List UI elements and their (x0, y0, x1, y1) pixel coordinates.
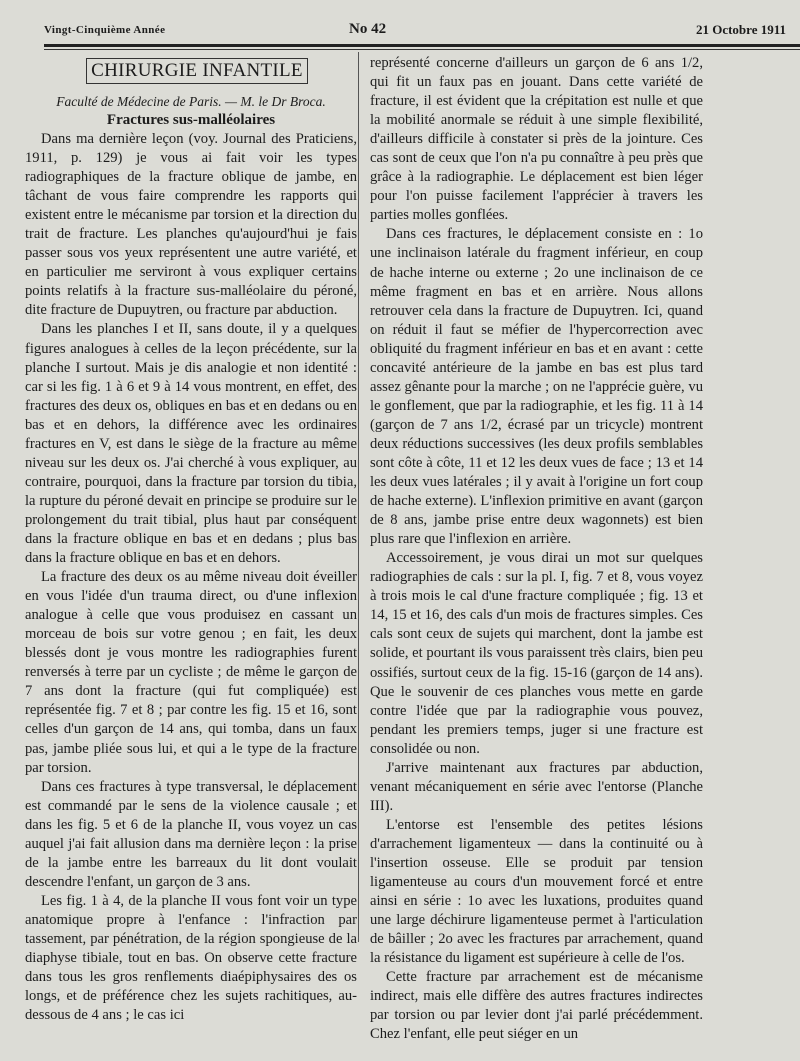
faculty-line: Faculté de Médecine de Paris. — M. le Dr Broca. (56, 94, 326, 109)
right-column (370, 54, 703, 1044)
page-header (44, 21, 798, 43)
paragraph: Dans ces fractures, le déplacement consiste en : 1o une inclinaison latérale du fragment inférieur, en coup de hache interne ou externe ; 2o une inclinaison de ce même fragment en bas et en arrière. Nous allons retrouver cela dans la fracture de Dupuytren. Ici, quand on réduit il faut se méfier de l'hypercorrection avec obliquité du fragment inférieur en bas et en avant : cette concavité antérieure de la jambe en bas est plus tard assez gênante pour la marche ; on ne l'apprécie guère, vu le gonflement, que par la radiographie, et les fig. 11 à 14 (garçon de 7 ans 1/2, écrasé par un tricycle) montrent deux réductions successives (les deux profils semblables sont côte à côte, 11 et 12 les deux vues de face ; 13 et 14 les deux vues latérales ; il y avait à l'origine un fort coup de hache externe). L'inflexion primitive en avant (garçon de 8 ans, jambe prise entre deux wagonnets) est bien plus rare que l'inflexion en arrière. (370, 226, 703, 548)
paragraph: Accessoirement, je vous dirai un mot sur quelques radiographies de cals : sur la pl. I, fig. 7 et 8, vous voyez à trois mois le cal d'une fracture compliquée ; fig. 13 et 14, 15 et 16, des cals d'un mois de fractures simples. Ces cals sont ceux de sujets qui marchent, dont la jambe est solide, et pourtant ils vous paraissent très clairs, bien peu ossifiés, surtout ceux de la fig. 15-16 (garçon de 14 ans). Que le souvenir de ces planches vous mette en garde contre l'idée que par la radiographie vous pouvez, pendant les premiers temps, juger si une fracture est consolidée ou non. (370, 550, 703, 757)
paragraph: J'arrive maintenant aux fractures par abduction, venant mécaniquement en série avec l'entorse (Planche III). (370, 759, 703, 814)
paragraph: Dans ma dernière leçon (voy. Journal des Praticiens, 1911, p. 129) je vous ai fait voir les types radiographiques de la fracture oblique de jambe, en tâchant de vous faire comprendre les rapports qui existent entre le mécanisme par torsion et la direction du trait de fracture. Les planches qu'aujourd'hui je fais passer sous vos yeux représentent une autre variété, et en particulier me serviront à vous expliquer certains points relatifs à la fracture sus-malléolaire du péroné, dite fracture de Dupuytren, ou fracture par abduction. (25, 131, 357, 319)
header-year: Vingt-Cinquième Année (44, 24, 166, 36)
left-column (25, 54, 357, 1025)
paragraph: Dans les planches I et II, sans doute, il y a quelques figures analogues à celles de la leçon précédente, sur la planche I surtout. Mais je dis analogie et non identité : car si les fig. 1 à 6 et 9 à 14 vous montrent, en effet, des fractures des deux os, obliques en bas et en dedans ou en bas et en dehors, la différence avec les ordinaires fractures en V, est dans le siège de la fracture au même niveau sur les deux os. J'ai cherché à vous expliquer, au contraire, pourquoi, dans la fracture par torsion du tibia, la rupture du péroné devait en principe se produire sur le prolongement du trait tibial, plus haut par conséquent dans la fracture oblique en bas et en dedans ; plus bas dans la fracture oblique en bas et en dehors. (25, 321, 357, 567)
paragraph: Cette fracture par arrachement est de mécanisme indirect, mais elle diffère des autres fractures indirectes par torsion ou par levier dont j'ai parlé précédemment. Chez l'enfant, elle peut siéger en un (370, 969, 703, 1043)
header-rule-thin (44, 49, 800, 50)
section-title: CHIRURGIE INFANTILE (86, 58, 308, 84)
article-subtitle: Fractures sus-malléolaires (106, 112, 276, 128)
header-issue-number: No 42 (349, 21, 387, 37)
paragraph: représenté concerne d'ailleurs un garçon de 6 ans 1/2, qui fit un faux pas en jouant. Dans cette variété de fracture, il est évident que la crépitation est nulle et que la mobilité anormale se réduit à une simple flexibilité, d'ailleurs difficile à constater si près de la jointure. Ces cas sont de ceux que l'on n'a pu connaître à peu près que grâce à la radiographie. Le déplacement est bien léger pour l'on puisse facilement l'apprécier à travers les parties molles gonflées. (370, 55, 703, 224)
paragraph: La fracture des deux os au même niveau doit éveiller en vous l'idée d'un trauma direct, ou d'une inflexion analogue à celle que vous produisez en cassant un morceau de bois sur votre genou ; en fait, les deux blessés dont je vous montre les radiographies furent renversés à terre par un cycliste ; de même le garçon de 7 ans dont la fracture (qui fut compliquée) est représentée fig. 7 et 8 ; par contre les fig. 15 et 16, sont celles d'un garçon de 14 ans, qui tomba, dans un faux pas, jambe pliée sous lui, et qui a le type de la fracture par torsion. (25, 569, 357, 776)
paragraph: Les fig. 1 à 4, de la planche II vous font voir un type anatomique propre à l'enfance : l'infraction par tassement, par pénétration, de la région spongieuse de la diaphyse tibiale, tout en bas. On observe cette fracture dans tous les gros renflements diaépiphysaires des os longs, et de préférence chez les sujets rachitiques, au-dessous de 4 ans ; le cas ici (25, 892, 357, 1024)
paragraph: Dans ces fractures à type transversal, le déplacement est commandé par le sens de la violence causale ; et dans les fig. 5 et 6 de la planche II, vous voyez un cas auquel j'ai fait allusion dans ma dernière leçon : la prise de la jambe entre les barreaux du lit dont voulait descendre l'enfant, un garçon de 3 ans. (25, 778, 357, 890)
paragraph: L'entorse est l'ensemble des petites lésions d'arrachement ligamenteux — dans la continuité ou à l'insertion osseuse. Elle se produit par tension ligamenteuse au cours d'un mouvement forcé et entre ainsi en série : 1o avec les luxations, produites quand une large déchirure ligamenteuse permet à l'articulation de bâiller ; 2o avec les fractures par arrachement, quand la résistance du ligament est supérieure à celle de l'os. (370, 816, 703, 967)
header-date: 21 Octobre 1911 (695, 22, 786, 37)
header-rule-thick (44, 44, 800, 47)
column-divider (358, 52, 359, 942)
